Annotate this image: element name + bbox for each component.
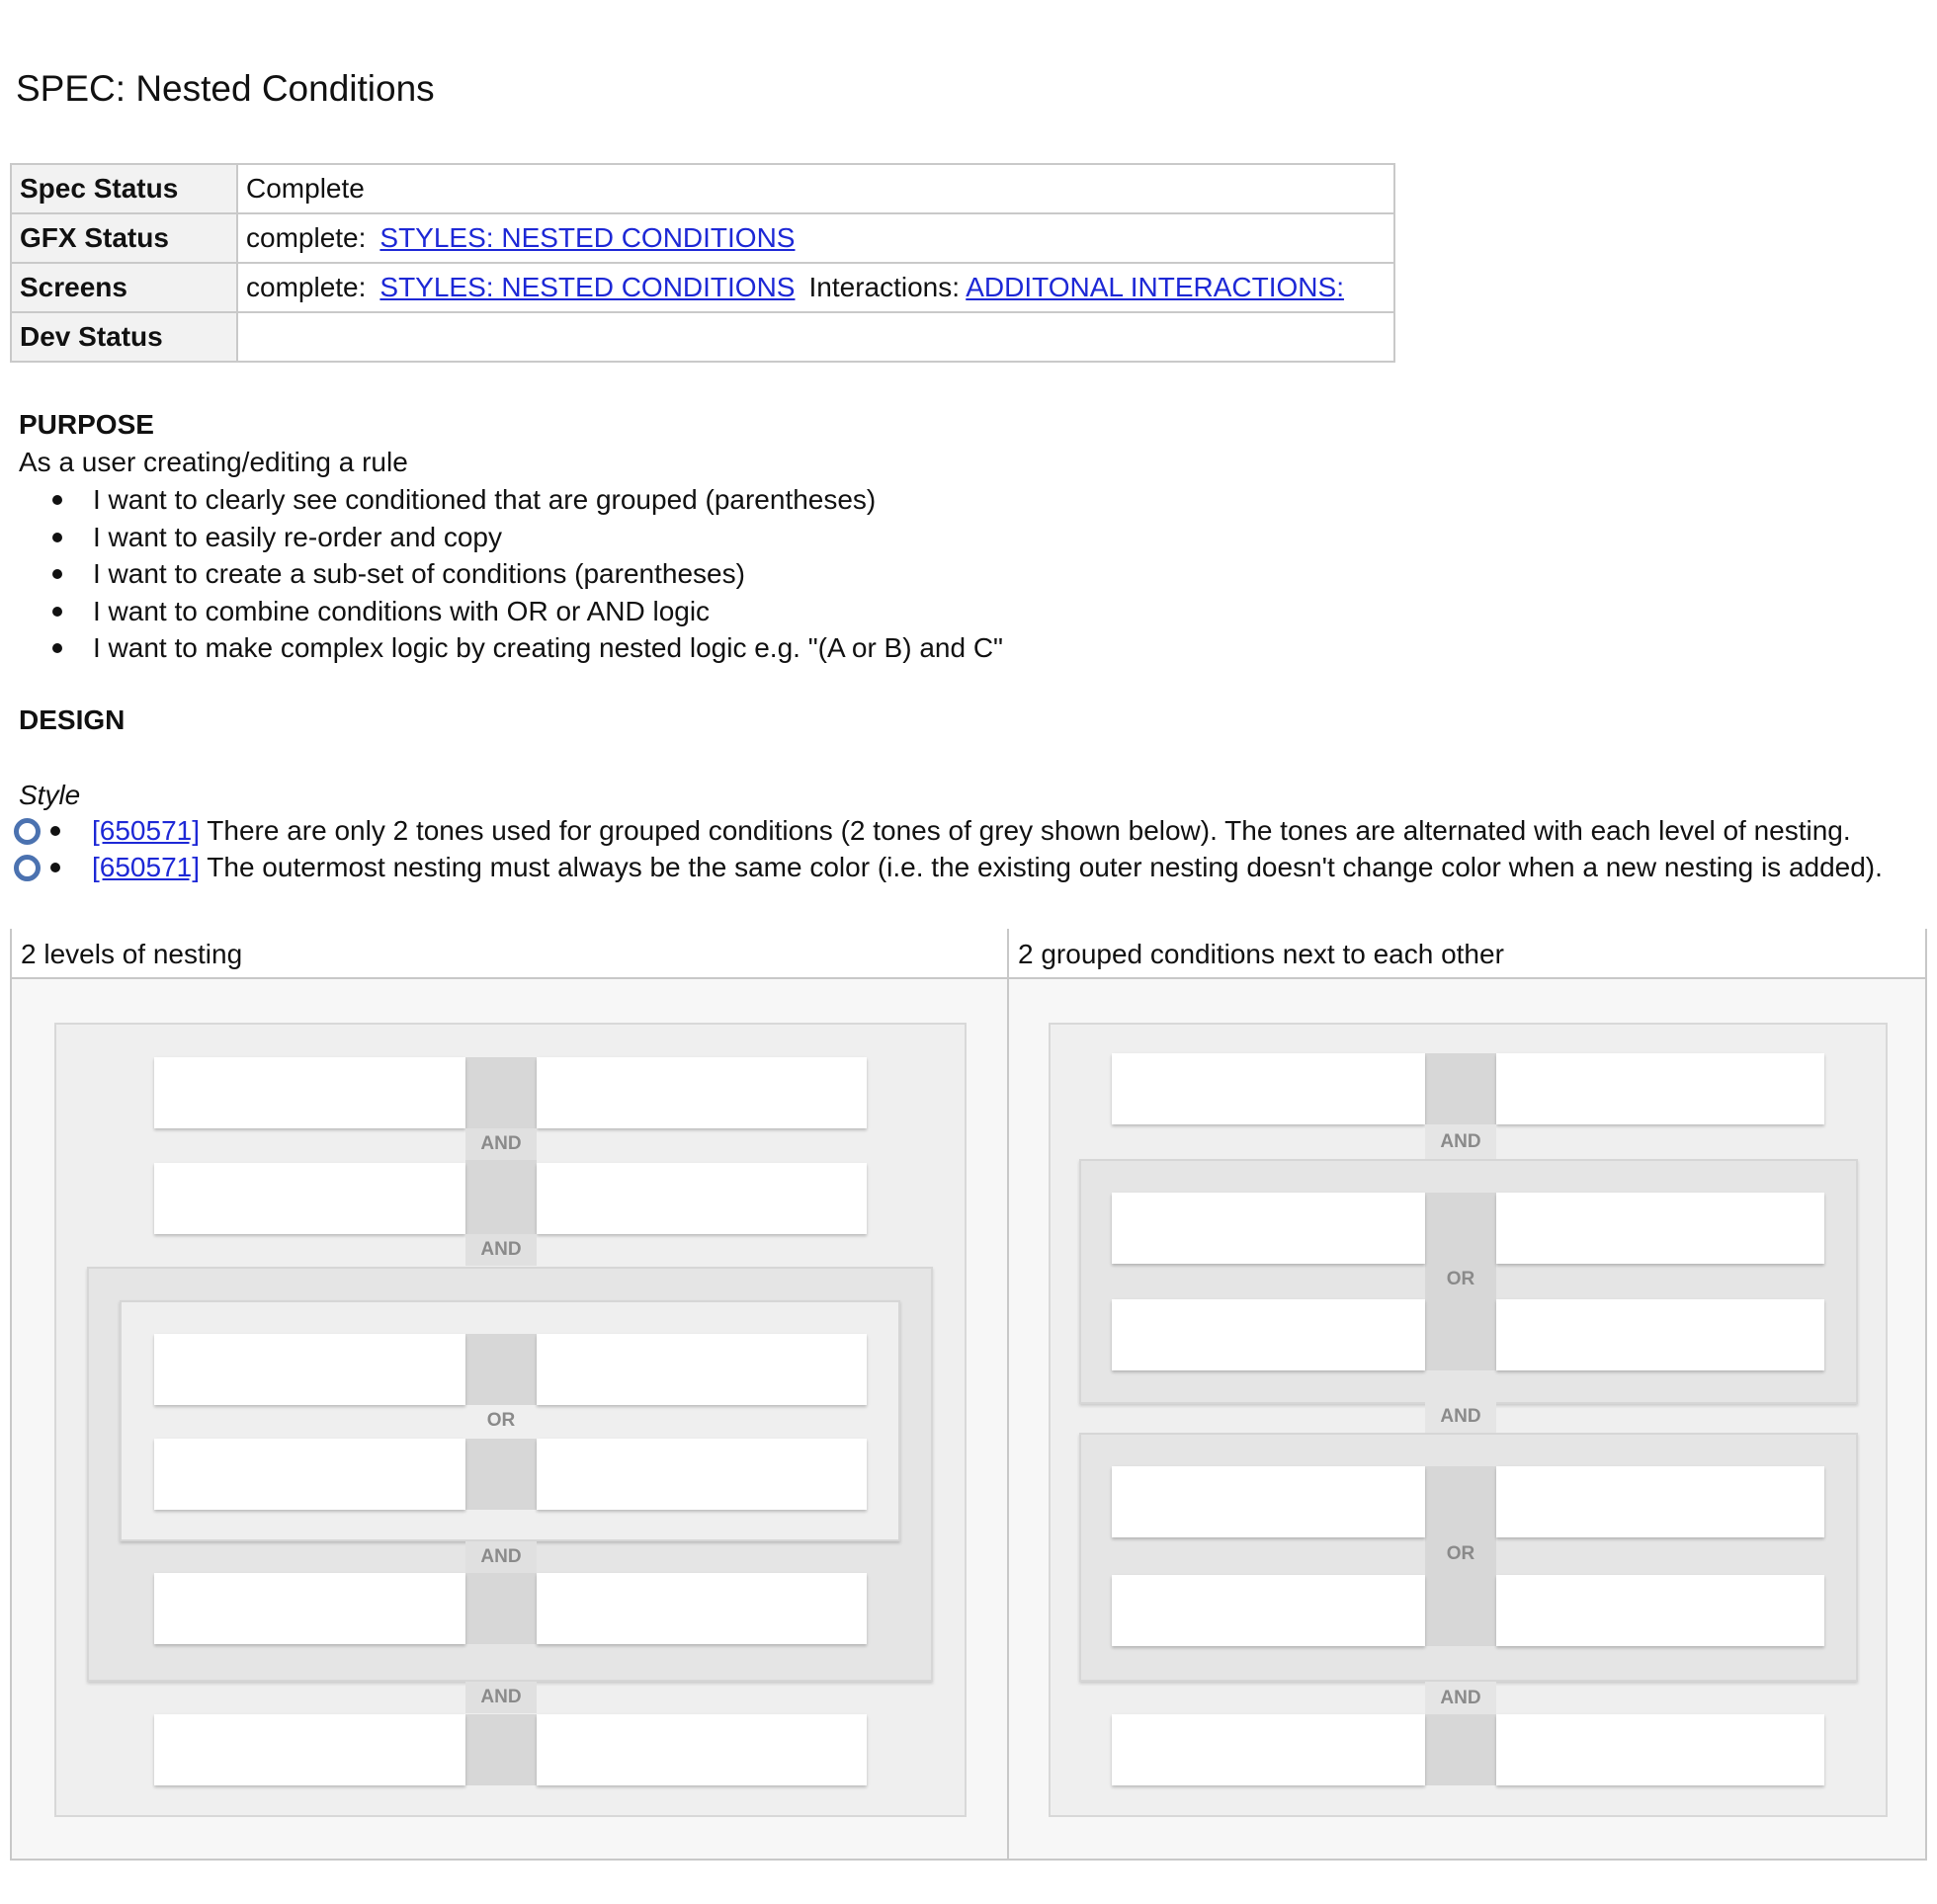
additional-interactions-link[interactable]: ADDITONAL INTERACTIONS: [966,272,1344,302]
dev-status-value [237,312,1394,362]
condition-field-right[interactable] [1496,1299,1824,1370]
style-label: Style [19,780,81,810]
task-ring-icon[interactable] [14,818,41,845]
bullet-icon [52,607,62,617]
page-title: SPEC: Nested Conditions [16,68,435,109]
operator-and: AND [465,1682,537,1713]
list-item [19,593,1003,630]
condition-field-right[interactable] [537,1573,867,1644]
operator-or: OR [1446,1269,1475,1289]
operator-and: AND [465,1128,537,1160]
screens-key: Screens [11,263,237,312]
list-item-text: I want to make complex logic by creating nested logic e.g. "(A or B) and C" [93,632,1003,663]
connector-bar [465,1573,537,1644]
condition-field-left[interactable] [154,1714,465,1785]
condition-field-right[interactable] [1496,1714,1824,1785]
connector-bar [1425,1053,1496,1124]
condition-field-left[interactable] [154,1163,465,1234]
bullet-icon [50,863,60,872]
list-item [19,519,1003,556]
condition-field-left[interactable] [1112,1714,1425,1785]
task-id-link[interactable]: [650571] [92,815,200,846]
table-row [11,312,1394,362]
grid-divider [1007,929,1009,1861]
operator-and: AND [1425,1400,1496,1433]
purpose-intro: As a user creating/editing a rule [19,447,408,477]
spec-status-key: Spec Status [11,164,237,213]
condition-field-right[interactable] [1496,1053,1824,1124]
connector-bar [465,1714,537,1785]
purpose-list [19,481,1003,667]
purpose-heading: PURPOSE [19,409,154,440]
operator-and: AND [1425,1124,1496,1159]
condition-field-right[interactable] [537,1334,867,1405]
table-row [11,213,1394,263]
condition-field-right[interactable] [537,1057,867,1128]
condition-field-right[interactable] [537,1714,867,1785]
connector-bar [1425,1714,1496,1785]
condition-field-right[interactable] [1496,1466,1824,1537]
connector-bar [465,1334,537,1405]
condition-field-left[interactable] [1112,1193,1425,1264]
operator-and: AND [1425,1682,1496,1714]
condition-field-right[interactable] [1496,1193,1824,1264]
operator-and: AND [465,1234,537,1266]
list-item-text: I want to easily re-order and copy [93,521,502,552]
gfx-styles-link[interactable]: STYLES: NESTED CONDITIONS [379,222,796,253]
condition-field-left[interactable] [1112,1466,1425,1537]
list-item [19,481,1003,519]
screens-prefix: complete: [246,272,367,302]
table-row [11,164,1394,213]
screens-cell [237,263,1394,312]
list-item-text: I want to clearly see conditioned that are grouped (parentheses) [93,484,877,515]
left-example-header: 2 levels of nesting [12,929,1007,979]
list-item [19,555,1003,593]
operator-or: OR [1446,1543,1475,1564]
operator-or: OR [486,1410,516,1431]
condition-field-left[interactable] [1112,1299,1425,1370]
right-example-header: 2 grouped conditions next to each other [1009,929,1925,979]
bullet-icon [52,533,62,542]
dev-status-key: Dev Status [11,312,237,362]
gfx-status-cell [237,213,1394,263]
bullet-icon [52,569,62,579]
gfx-status-key: GFX Status [11,213,237,263]
condition-field-left[interactable] [1112,1575,1425,1646]
screens-interactions-label: Interactions: [808,272,961,302]
list-item [19,629,1003,667]
connector-bar [465,1439,537,1510]
condition-field-left[interactable] [154,1573,465,1644]
operator-and: AND [465,1541,537,1573]
condition-field-right[interactable] [537,1439,867,1510]
status-table [10,163,1395,363]
condition-field-left[interactable] [1112,1053,1425,1124]
bullet-icon [50,826,60,836]
gfx-status-prefix: complete: [246,222,367,253]
task-id-link[interactable]: [650571] [92,852,200,882]
list-item-text: I want to create a sub-set of conditions (parentheses) [93,558,745,589]
task-ring-icon[interactable] [14,855,41,881]
spec-status-value: Complete [237,164,1394,213]
condition-field-right[interactable] [537,1163,867,1234]
table-row [11,263,1394,312]
condition-field-left[interactable] [154,1334,465,1405]
task-text [92,849,1883,885]
list-item-text: I want to combine conditions with OR or AND logic [93,595,711,626]
task-description: The outermost nesting must always be the same color (i.e. the existing outer nesting doesn't change color when a new nesting is added). [207,852,1883,882]
bullet-icon [52,643,62,653]
bullet-icon [52,495,62,505]
task-text [92,812,1851,849]
condition-field-left[interactable] [154,1057,465,1128]
task-description: There are only 2 tones used for grouped conditions (2 tones of grey shown below). The tones are alternated with each level of nesting. [207,815,1851,846]
condition-field-right[interactable] [1496,1575,1824,1646]
design-heading: DESIGN [19,704,126,735]
condition-field-left[interactable] [154,1439,465,1510]
screens-styles-link[interactable]: STYLES: NESTED CONDITIONS [379,272,796,302]
